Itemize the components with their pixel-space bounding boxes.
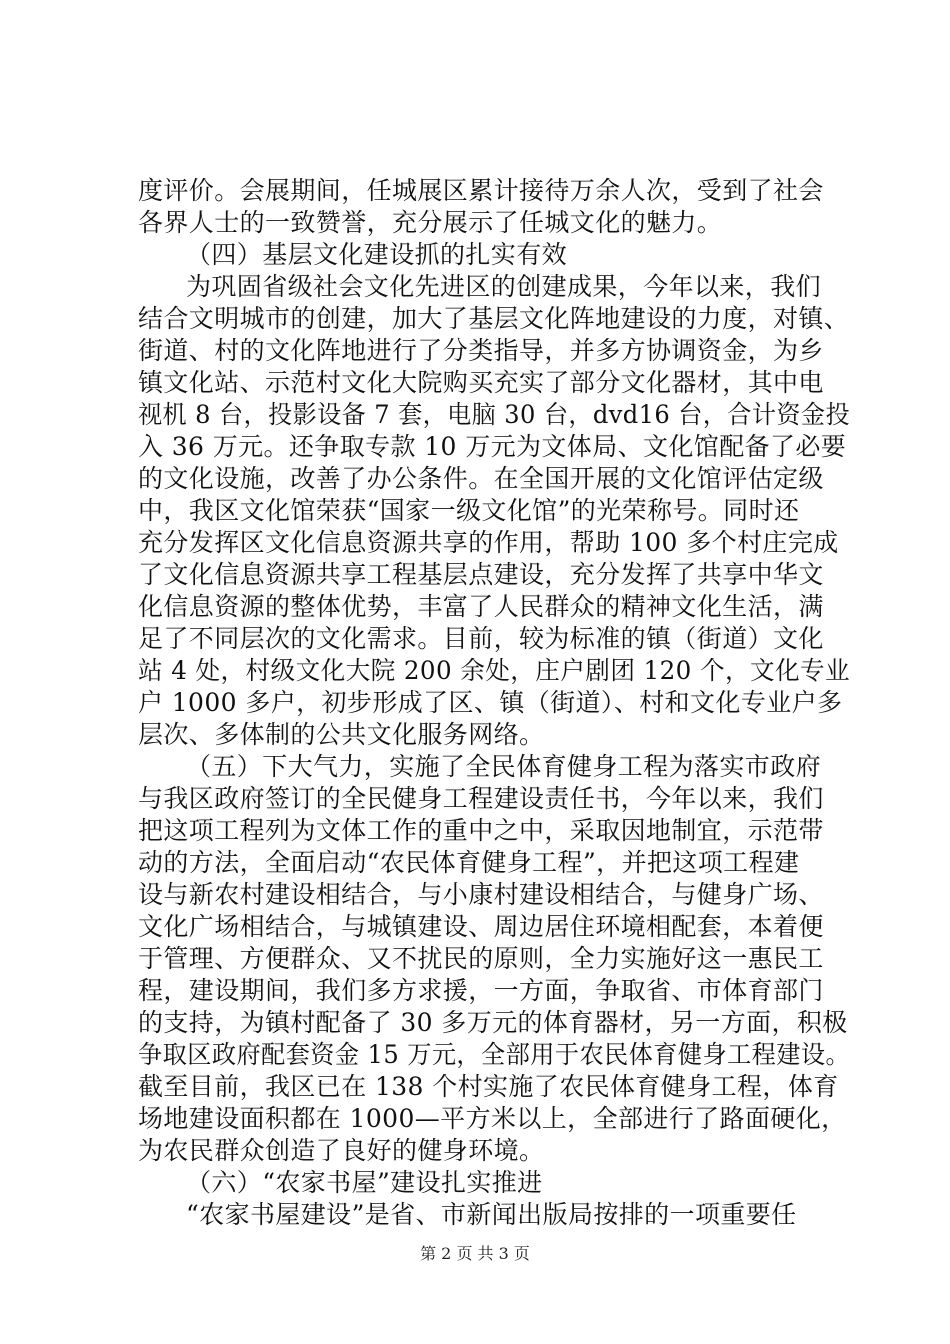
section-heading: （五）下大气力，实施了全民体育健身工程为落实市政府 (186, 752, 822, 781)
text-line: 层次、多体制的公共文化服务网络。 (138, 720, 545, 749)
text-line: 站 4 处，村级文化大院 200 余处，庄户剧团 120 个，文化专业 (138, 656, 851, 685)
text-line: 为农民群众创造了良好的健身环境。 (138, 1136, 545, 1165)
text-line: 为巩固省级社会文化先进区的创建成果，今年以来，我们 (186, 272, 822, 301)
text-line: 场地建设面积都在 1000—平方米以上，全部进行了路面硬化， (138, 1104, 847, 1133)
text-line: 户 1000 多户，初步形成了区、镇（街道）、村和文化专业户多 (138, 688, 843, 717)
text-line: 结合文明城市的创建，加大了基层文化阵地建设的力度，对镇、 (138, 304, 850, 333)
text-line: 化信息资源的整体优势，丰富了人民群众的精神文化生活，满 (138, 592, 824, 621)
text-line: 的文化设施，改善了办公条件。在全国开展的文化馆评估定级 (138, 464, 824, 493)
text-line: 程，建设期间，我们多方求援，一方面，争取省、市体育部门 (138, 976, 824, 1005)
text-line: 视机 8 台，投影设备 7 套，电脑 30 台，dvd16 台，合计资金投 (138, 400, 850, 429)
text-line: 足了不同层次的文化需求。目前，较为标准的镇（街道）文化 (138, 624, 824, 653)
text-line: 于管理、方便群众、又不扰民的原则，全力实施好这一惠民工 (138, 944, 824, 973)
text-line: 镇文化站、示范村文化大院购买充实了部分文化器材，其中电 (138, 368, 824, 397)
text-line: “农家书屋建设”是省、市新闻出版局按排的一项重要任 (186, 1200, 797, 1229)
text-line: 把这项工程列为文体工作的重中之中，采取因地制宜，示范带 (138, 816, 824, 845)
section-heading: （四）基层文化建设抓的扎实有效 (186, 240, 568, 269)
section-heading: （六）“农家书屋”建设扎实推进 (186, 1168, 543, 1197)
text-line: 与我区政府签订的全民健身工程建设责任书，今年以来，我们 (138, 784, 824, 813)
text-line: 街道、村的文化阵地进行了分类指导，并多方协调资金，为乡 (138, 336, 824, 365)
text-line: 中，我区文化馆荣获“国家一级文化馆”的光荣称号。同时还 (138, 496, 800, 525)
text-line: 的支持，为镇村配备了 30 多万元的体育器材，另一方面，积极 (138, 1008, 848, 1037)
text-line: 了文化信息资源共享工程基层点建设，充分发挥了共享中华文 (138, 560, 824, 589)
text-line: 截至目前，我区已在 138 个村实施了农民体育健身工程，体育 (138, 1072, 839, 1101)
text-line: 充分发挥区文化信息资源共享的作用，帮助 100 多个村庄完成 (138, 528, 839, 557)
text-line: 文化广场相结合，与城镇建设、周边居住环境相配套，本着便 (138, 912, 824, 941)
text-line: 设与新农村建设相结合，与小康村建设相结合，与健身广场、 (138, 880, 824, 909)
text-line: 动的方法，全面启动“农民体育健身工程”，并把这项工程建 (138, 848, 800, 877)
page-footer: 第 2 页 共 3 页 (420, 1244, 530, 1263)
text-line: 各界人士的一致赞誉，充分展示了任城文化的魅力。 (138, 208, 723, 237)
text-line: 度评价。会展期间，任城展区累计接待万余人次，受到了社会 (138, 176, 824, 205)
text-line: 入 36 万元。还争取专款 10 万元为文体局、文化馆配备了必要 (138, 432, 847, 461)
text-line: 争取区政府配套资金 15 万元，全部用于农民体育健身工程建设。 (138, 1040, 851, 1069)
